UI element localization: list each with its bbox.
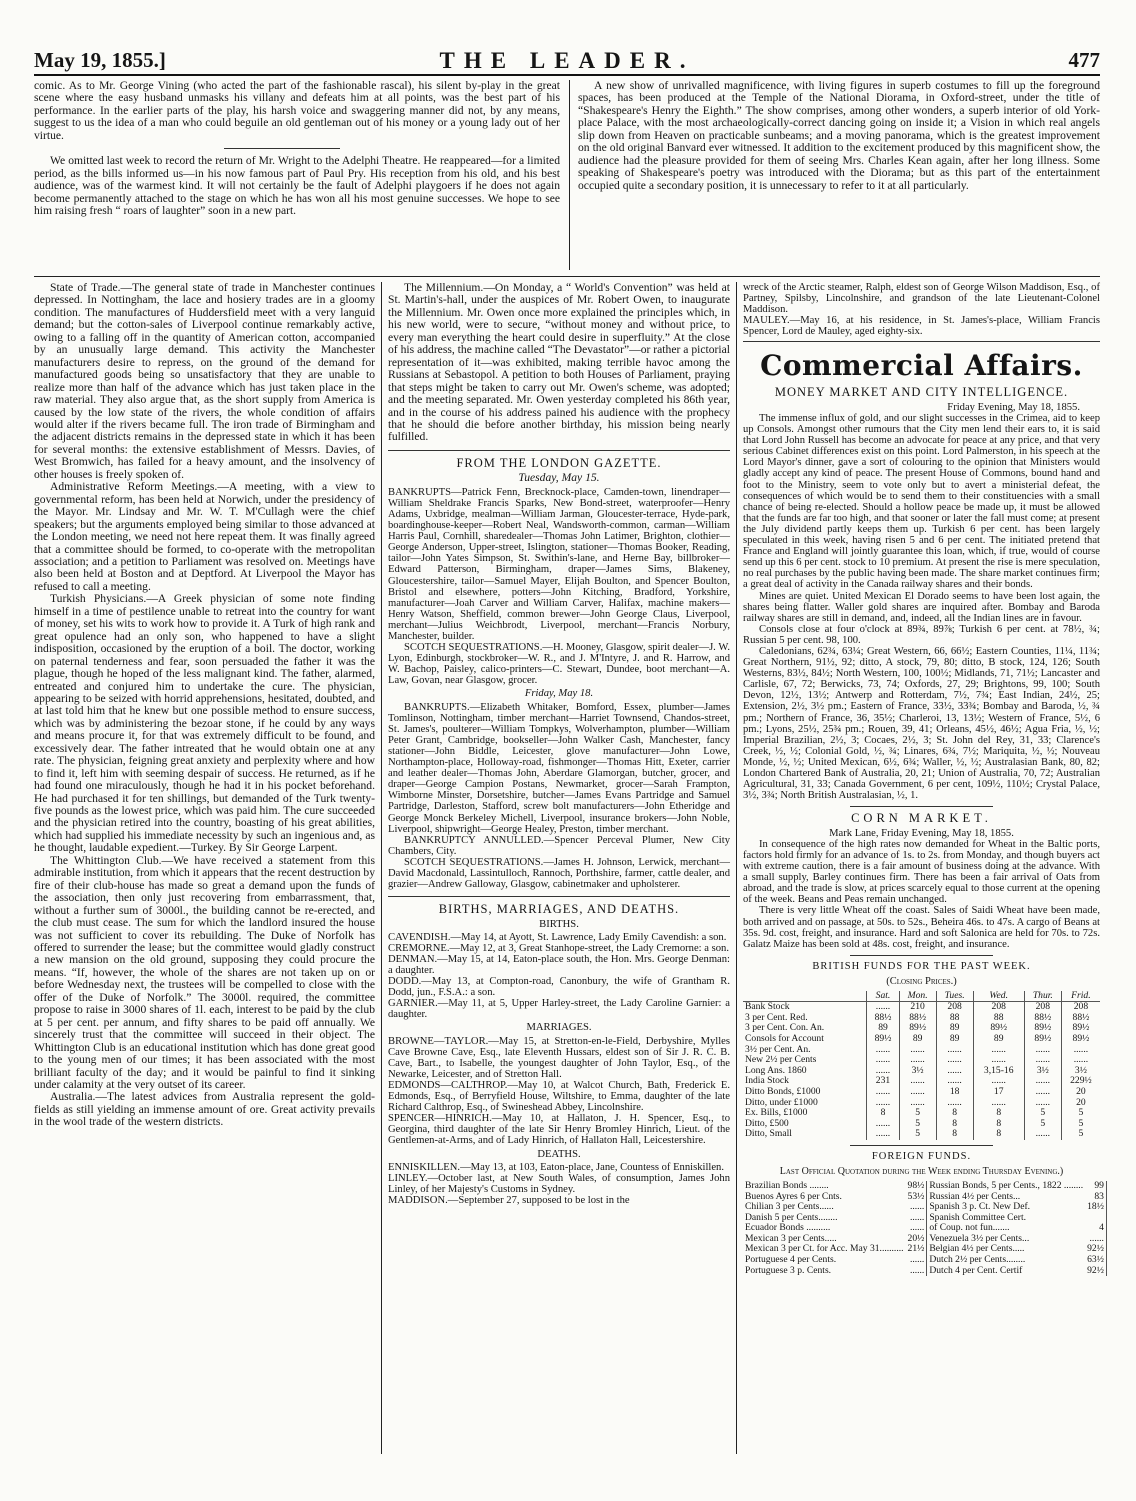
births-heading: BIRTHS. (539, 918, 579, 930)
fund-name-cell: New 2½ per Cents (745, 1054, 817, 1066)
price-cell: ...... (867, 1045, 899, 1056)
price-cell: ...... (973, 1055, 1024, 1066)
price-cell: ...... (867, 1087, 899, 1098)
price-cell: 3½ (1024, 1066, 1061, 1077)
fund-name-cell: Ditto, Small (745, 1128, 792, 1140)
deaths-heading: DEATHS. (537, 1148, 581, 1160)
price-cell: 88½ (1061, 1013, 1100, 1024)
price-cell: 89½ (867, 1034, 899, 1045)
administrative-reform-paragraph: Administrative Reform Meetings.—A meeting, with a view to governmental reform, has been held at Norwich, under the presidency of the Mayor. Mr. Lindsay and Mr. W. T. M'Cullagh were the chief speakers; but the arguments employed being similar to those advanced at the London meeting, we need not here repeat them. It was finally agreed that a committee should be formed, to co-operate with the metropolitan association; and a petition to Parliament was resolved on. Meetings have also been held at Boston and at Deptford. At Liverpool the Mayor has refused to call a meeting. (34, 480, 375, 593)
gazette-heading: FROM THE LONDON GAZETTE. (456, 455, 662, 470)
theatre-left-column (34, 80, 560, 270)
price-cell: 8 (973, 1129, 1024, 1140)
price-cell: 231 (867, 1076, 899, 1087)
masthead-title: THE LEADER. (439, 48, 695, 73)
page-header (34, 48, 1100, 76)
price-cell: ...... (867, 1098, 899, 1109)
divider (743, 341, 1100, 342)
price-cell: 89½ (1061, 1034, 1100, 1045)
fund-name-cell: Ecuador Bonds .......... (745, 1222, 831, 1234)
price-cell: ...... (936, 1066, 973, 1077)
price-cell: 21½ (906, 1244, 927, 1255)
fund-name-cell: Portuguese 3 p. Cents. (745, 1264, 832, 1276)
price-cell: 88½ (1024, 1013, 1061, 1024)
price-cell: ...... (906, 1223, 927, 1234)
column-header: Frid. (1061, 991, 1100, 1002)
birth-notice: DODD.—May 13, at Compton-road, Canonbury, the wife of Grantham R. Dodd, jun., F.S.A.: a son. (388, 976, 730, 999)
price-cell: ...... (1061, 1055, 1100, 1066)
price-cell: 89½ (1061, 1023, 1100, 1034)
birth-notice: DENMAN.—May 15, at 14, Eaton-place south, the Hon. Mrs. George Denman: a daughter. (388, 953, 730, 976)
british-funds-subheading: (Closing Prices.) (886, 976, 957, 988)
fund-name-cell: Danish 5 per Cents........ (745, 1211, 838, 1223)
state-of-trade-paragraph: State of Trade.—The general state of trade in Manchester continues depressed. In Nottingham, the lace and hosiery trades are in a gloomy condition. The manufactures of Huddersfield meet with a very languid demand; but the cotton-sales of Liverpool continue remarkably active, owing to a falling off in the quantity of American cotton, accompanied by an unusually large demand. This activity the Manchester manufacturers desire to repress, on the ground of the demand for manufactured goods being so unsatisfactory that they are unable to realize more than half of the advance which has just taken place in the raw material. They also argue that, as the short supply from America is caused by the low state of the rivers, the whole condition of affairs would alter if the rivers became full. The iron trade of Birmingham and the adjacent districts remains in the depressed state in which it has been for several months: the extensive establishment of Messrs. Davies, of West Bromwich, has failed for a heavy amount, and the insolvency of other houses is freely spoken of. (34, 281, 375, 481)
price-cell: ...... (973, 1045, 1024, 1056)
fund-name-cell: Long Ans. 1860 (745, 1064, 807, 1076)
fund-name-cell: Russian 4½ per Cents... (929, 1190, 1021, 1202)
price-cell: ...... (936, 1076, 973, 1087)
fund-name-cell: Ex. Bills, £1000 (745, 1107, 808, 1119)
marriage-notice: EDMONDS—CALTHROP.—May 10, at Walcot Church, Bath, Frederick E. Edmonds, Esq., of Berryfield House, Wiltshire, to Emma, daughter of the late Richard Calthrop, Esq., of Swineshead Abbey, Lincolnshire. (388, 1079, 730, 1114)
price-cell: 208 (1061, 1002, 1100, 1013)
column-header: Thur. (1024, 991, 1061, 1002)
death-notice-continued: wreck of the Arctic steamer, Ralph, eldest son of George Wilson Maddison, Esq., of Partney, Spilsby, Lincolnshire, and grandson of the late Lieutenant-Colonel Maddison. (743, 282, 1100, 316)
price-cell: ...... (1024, 1098, 1061, 1109)
divider (388, 896, 730, 897)
column-rule (381, 282, 382, 1454)
bankrupts-list: BANKRUPTS—Patrick Fenn, Brecknock-place, Camden-town, linendraper—William Sheldrake Francis Sparks, New Bond-street, waterproofer—Henry Adams, Uxbridge, mealman—William Jarman, Gloucester-terrace, Hyde-park, boardinghouse-keeper—Robert Neal, Wandsworth-common, carman—William Harris Paul, Cornhill, sharedealer—Thomas John Latimer, Brighton, clothier—George Anderson, Upper-street, Islington, stationer—Thomas Booker, Reading, tailor—John Yates Simpson, St. Swithin's-lane, and Herne Bay, billbroker—Edward Patterson, Birmingham, draper—James Sims, Blakeney, Gloucestershire, tailor—Samuel Mayer, Elijah Boulton, and Spencer Boulton, Bristol and elsewhere, potters—John Kitching, Bradford, Yorkshire, manufacturer—Joah Carver and William Carver, Halifax, machine makers—Henry Watson, Sheffield, common brewer—John George Claus, Liverpool, merchant—Julius Weichbrodt, Liverpool, merchant—Francis Norbury, Manchester, builder. (388, 486, 730, 643)
fund-name-cell: of Coup. not fun....... (929, 1222, 1010, 1234)
table-row (743, 1108, 1100, 1119)
diorama-paragraph: A new show of unrivalled magnificence, with living figures in superb costumes to fill up the foreground spaces, has been produced at the Temple of the National Diorama, in Oxford-street, under the title of “Shakespeare's Henry the Eighth.” The show comprises, among other wonders, a superb interior of old York-place Palace, with the most archaeologically-correct dancing going on inside it; a Vision in which real angels slip down from Heaven on practicable sunbeams; and a moving panorama, which is the greatest improvement on the old original Banvard ever witnessed. It addition to the excitement produced by this magnificent show, the audience had the pleasure provided for them of seeing Mrs. Charles Kean again, after her long illness. Some speaking of Shakespeare's poetry was introduced with the Diorama; but as this part of the entertainment occupied quite a secondary position, it is unnecessary to refer to it at all particularly. (578, 79, 1100, 192)
money-market-date: Friday Evening, May 18, 1855. (947, 401, 1080, 413)
fund-name-cell: Bank Stock (745, 1001, 790, 1013)
price-cell: ...... (906, 1202, 927, 1213)
price-cell: 89½ (1024, 1034, 1061, 1045)
theatre-paragraph: We omitted last week to record the return of Mr. Wright to the Adelphi Theatre. He reappeared—for a limited period, as the bills informed us—in his now famous part of Paul Pry. His reception from his old, and his best audience, was of the warmest kind. It will not certainly be the fault of Adelphi playgoers if he does not again become permanently attached to the stage on which he has won all his most genuine successes. We hope to see him raising fresh “ roars of laughter” soon in a new part. (34, 154, 560, 218)
price-cell: 5 (899, 1108, 936, 1119)
price-cell: 3½ (1061, 1066, 1100, 1077)
australia-paragraph: Australia.—The latest advices from Australia represent the gold-fields as still yielding an immense amount of ore. Great activity prevails in the wool trade of the western districts. (34, 1090, 375, 1129)
price-cell: 92½ (1085, 1266, 1106, 1277)
price-cell: ...... (899, 1076, 936, 1087)
scotch-sequestrations: SCOTCH SEQUESTRATIONS.—H. Mooney, Glasgow, spirit dealer—J. W. Lyon, Edinburgh, stockbroker—W. R., and J. M'Intyre, J. and R. Harrow, and W. Bachop, Paisley, calico-printers—C. Stewart, Dundee, boot merchant—A. Law, Govan, near Glasgow, grocer. (388, 642, 730, 687)
price-cell: 88 (936, 1013, 973, 1024)
corn-market-heading: CORN MARKET. (851, 811, 992, 826)
price-cell: 8 (867, 1108, 899, 1119)
column-header: Mon. (899, 991, 936, 1002)
death-notice: LINLEY.—October last, at New South Wales, of consumption, James John Linley, of her Majesty's Customs in Sydney. (388, 1172, 730, 1195)
price-cell: 89½ (1024, 1023, 1061, 1034)
news-column-3 (743, 282, 1104, 1454)
column-header (743, 991, 867, 1002)
price-cell: ...... (973, 1098, 1024, 1109)
foreign-funds-subheading: Last Official Quotation during the Week ending Thursday Evening.) (779, 1166, 1064, 1178)
bankruptcy-annulled: BANKRUPTCY ANNULLED.—Spencer Perceval Plumer, New City Chambers, City. (388, 834, 730, 857)
fund-name-cell: Consols for Account (745, 1033, 824, 1045)
price-cell: 89 (936, 1023, 973, 1034)
price-cell: 63½ (1085, 1255, 1106, 1266)
issue-date: May 19, 1855.] (34, 48, 166, 72)
fund-name-cell: Spanish 3 p. Ct. New Def. (929, 1201, 1031, 1213)
price-cell: ...... (936, 1098, 973, 1109)
table-row (743, 1181, 1106, 1192)
foreign-funds-heading: FOREIGN FUNDS. (871, 1151, 972, 1162)
price-cell: 5 (899, 1129, 936, 1140)
gazette-date-tuesday: Tuesday, May 15. (518, 471, 600, 485)
price-cell: ...... (1024, 1045, 1061, 1056)
price-cell: 208 (1024, 1002, 1061, 1013)
fund-name-cell: Chilian 3 per Cents...... (745, 1201, 834, 1213)
column-header: Tues. (936, 991, 973, 1002)
bmd-heading: BIRTHS, MARRIAGES, AND DEATHS. (438, 902, 680, 917)
column-rule (736, 282, 737, 1454)
news-column-1 (34, 282, 375, 1454)
table-row (743, 1266, 1106, 1277)
money-market-paragraph: The immense influx of gold, and our slight successes in the Crimea, aid to keep up Consols. Amongst other rumours that the City men lend their ears to, it is said that Lord John Russell has become an advocate for peace at any price, and that very serious Cabinet differences exist on this point. Lord Palmerston, in his speech at the Lord Mayor's dinner, gave a sort of colouring to the opinion that Ministers would gladly accept any kind of peace. The present House of Commons, bound hand and foot to the Ministry, seem to vote only but to avert a ministerial defeat, the consequences of which would be to send them to their constituencies with a small chance of being re-elected. Should a hollow peace be made up, it must be allowed that the funds are far too high, and that sooner or later the fall must come; at present the July dividend partly keeps them up. Turkish 6 per cent. has been largely speculated in this week, having risen 5 and 6 per cent. The initiated pretend that France and England will jointly guarantee this loan, which, if true, would of course send up this 6 per cent. stock to 10 premium. At present the rise is mere speculation, no real purchases by the public having been made. The share market continues firm; a great deal of activity in the Canada railway shares and their bonds. (743, 413, 1100, 591)
price-cell: 17 (973, 1087, 1024, 1098)
price-cell: 20½ (906, 1234, 927, 1245)
fund-name-cell: Ditto, £500 (745, 1117, 789, 1129)
price-cell: 89 (899, 1034, 936, 1045)
price-cell: 8 (936, 1119, 973, 1130)
fund-name-cell: Mexican 3 per Cents..... (745, 1232, 837, 1244)
price-cell: 3½ (899, 1066, 936, 1077)
fund-name-cell: Dutch 4 per Cent. Certif (929, 1264, 1023, 1276)
column-header: Sat. (867, 991, 899, 1002)
price-cell: ...... (973, 1076, 1024, 1087)
price-cell: ...... (1061, 1045, 1100, 1056)
millennium-paragraph: The Millennium.—On Monday, a “ World's Convention” was held at St. Martin's-hall, under the auspices of Mr. Robert Owen, to inaugurate the Millennium. Mr. Owen once more explained the principles which, in his new world, were to secure, “without money and without price, to every man everything the heart could desire in superfluity.” At the close of his address, the machine called “The Devastator”—or rather a pictorial representation of it—was exhibited, making terrible havoc among the Russians at Sebastopol. A petition to both Houses of Parliament, praying that steps might be taken to carry out Mr. Owen's scheme, was adopted; and the meeting separated. Mr. Owen yesterday completed his 86th year, and in the course of his address pained his audience with the prophecy that he should die before another birthday, his mission being nearly fulfilled. (388, 281, 730, 444)
column-rule (569, 80, 570, 270)
price-cell: 88 (973, 1013, 1024, 1024)
commercial-affairs-heading: Commercial Affairs. (760, 349, 1083, 383)
price-cell: 89½ (973, 1023, 1024, 1034)
price-cell: 88½ (867, 1013, 899, 1024)
section-rule (34, 276, 1100, 277)
price-cell: ...... (899, 1055, 936, 1066)
price-cell: 98½ (906, 1181, 927, 1192)
price-cell: 8 (936, 1108, 973, 1119)
price-cell: 89½ (899, 1023, 936, 1034)
theatre-right-column (578, 80, 1100, 270)
price-cell: ...... (867, 1002, 899, 1013)
fund-name-cell: Venezuela 3½ per Cents... (929, 1232, 1030, 1244)
price-cell: ...... (936, 1045, 973, 1056)
divider (224, 148, 340, 149)
foreign-funds-table (743, 1181, 1107, 1276)
british-funds-heading: BRITISH FUNDS FOR THE PAST WEEK. (812, 960, 1031, 972)
fund-name-cell: Portuguese 4 per Cents. (745, 1254, 837, 1266)
price-cell: 229½ (1061, 1076, 1100, 1087)
fund-name-cell: Mexican 3 per Ct. for Acc. May 31.......... (745, 1243, 904, 1255)
birth-notice: CAVENDISH.—May 14, at Ayott, St. Lawrence, Lady Emily Cavendish: a son. (388, 931, 727, 943)
price-cell: 99 (1085, 1181, 1106, 1192)
fund-name-cell: 3 per Cent. Red. (745, 1011, 808, 1023)
price-cell: 20 (1061, 1087, 1100, 1098)
divider (388, 450, 730, 451)
price-cell: ...... (899, 1045, 936, 1056)
price-cell: 89 (936, 1034, 973, 1045)
fund-name-cell: Dutch 2½ per Cents........ (929, 1254, 1026, 1266)
price-cell: 18½ (1085, 1202, 1106, 1213)
price-cell: 8 (936, 1129, 973, 1140)
price-cell: 18 (936, 1087, 973, 1098)
money-market-heading: MONEY MARKET AND CITY INTELLIGENCE. (774, 385, 1069, 400)
money-market-paragraph: Mines are quiet. United Mexican El Dorado seems to have been lost again, the shares being flatter. Waller gold shares are inquired after. Bombay and Baroda railway shares are still in demand, and, indeed, all the Indian lines are in favour. (743, 590, 1100, 624)
price-cell: 89 (973, 1034, 1024, 1045)
turkish-physicians-paragraph: Turkish Physicians.—A Greek physician of some note finding himself in a time of pestilence unable to retreat into the country for want of money, set his wits to work how to provide it. A Turk of high rank and great opulence had an only son, who happened to have a slight indisposition, occasioned by the eruption of a boil. The doctor, working on paternal tenderness and fear, soon persuaded the father it was the plague, though he hoped of the less malignant kind. The father, alarmed, entreated and conjured him to undertake the cure. The physician, appearing to be seized with horrid apprehensions, hesitated, doubted, and at last told him that he knew but one possible method to ensure success, which was by administering the bezoar stone, if he could by any ways and means procure it, for that was extremely difficult to be found, and excessively dear. The father intreated that he would obtain one at any rate. The physician, feigning great anxiety and perplexity where and how to find it, left him with seeming despair of success. He returned, as if he had found one miraculously, though he had it in his pocket beforehand. He had purchased it for ten shillings, but demanded of the Turk twenty-five pounds as the lowest price, which was paid him. The cure succeeded and the physician retired into the country, boasting of his great abilities, which had supplied his immediate necessity by such an ingenious and, as he thought, laudable expedient.—Turkey. By Sir George Larpent. (34, 592, 375, 855)
price-cell: ...... (867, 1055, 899, 1066)
page-number: 477 (1068, 48, 1100, 72)
price-cell: 208 (936, 1002, 973, 1013)
death-notice: ENNISKILLEN.—May 13, at 103, Eaton-place, Jane, Countess of Enniskillen. (388, 1161, 724, 1173)
price-cell: ...... (867, 1066, 899, 1077)
price-cell: 89 (867, 1023, 899, 1034)
table-row (743, 1129, 1100, 1140)
price-cell: ...... (906, 1266, 927, 1277)
fund-name-cell: Belgian 4½ per Cents..... (929, 1243, 1025, 1255)
price-cell: ...... (867, 1129, 899, 1140)
news-column-2 (388, 282, 730, 1454)
price-cell: 5 (1024, 1119, 1061, 1130)
price-cell: ...... (899, 1098, 936, 1109)
price-cell: 5 (1061, 1119, 1100, 1130)
divider (850, 1145, 993, 1146)
bankrupts-list: BANKRUPTS.—Elizabeth Whitaker, Bomford, Essex, plumber—James Tomlinson, Nottingham, timber merchant—Harriet Townsend, Chandos-street, St. James's, poulterer—William Tompkys, Wolverhampton, plumber—William Peter Grant, Cambridge, bookseller—John Walker Cash, Manchester, fancy stationer—John Biddle, Leicester, glove manufacturer—John Lowe, Northampton-place, Holloway-road, fishmonger—Thomas Hitt, Exeter, carrier and leather dealer—Thomas John, Aberdare Glamorgan, butcher, grocer, and draper—George Campion Postans, Newmarket, grocer—Sarah Frampton, Wimborne Minster, Dorsetshire, butcher—James Evans Partridge and Samuel Partridge, Darleston, Stafford, screw bolt manufacturers—John Etheridge and George Monck Berkeley Michell, Liverpool, insurance brokers—John Noble, Liverpool, shipwright—George Healey, Preston, timber merchant. (388, 701, 730, 835)
price-cell: ...... (1024, 1076, 1061, 1087)
scotch-sequestrations: SCOTCH SEQUESTRATIONS.—James H. Johnson, Lerwick, merchant—David Macdonald, Lassintulloch, Rannoch, Porthshire, farmer, cattle dealer, and grazier—Andrew Galloway, Glasgow, cabinetmaker and upholsterer. (388, 856, 730, 891)
price-cell: ...... (1085, 1234, 1106, 1245)
divider (850, 806, 993, 807)
price-cell: ...... (1024, 1129, 1061, 1140)
fund-name-cell: 3½ per Cent. An. (745, 1043, 811, 1055)
fund-name-cell: Russian Bonds, 5 per Cents., 1822 ........ (929, 1179, 1084, 1191)
price-cell: ...... (906, 1213, 927, 1224)
price-cell: 5 (1061, 1129, 1100, 1140)
price-cell: 92½ (1085, 1244, 1106, 1255)
price-cell: 5 (1061, 1108, 1100, 1119)
money-market-paragraph: Consols close at four o'clock at 89¾, 89⅞; Turkish 6 per cent. at 78½, ¾; Russian 5 per cent. 98, 100. (743, 623, 1100, 646)
birth-notice: GARNIER.—May 11, at 5, Upper Harley-street, the Lady Caroline Garnier: a daughter. (388, 998, 730, 1021)
price-cell: 210 (899, 1002, 936, 1013)
price-cell: 8 (973, 1108, 1024, 1119)
price-cell: 5 (899, 1119, 936, 1130)
fund-name-cell: 3 per Cent. Con. An. (745, 1022, 825, 1034)
birth-notice: CREMORNE.—May 12, at 3, Great Stanhope-street, the Lady Cremorne: a son. (388, 942, 729, 954)
death-notice: MAULEY.—May 16, at his residence, in St. James's-place, William Francis Spencer, Lord de Mauley, aged eighty-six. (743, 315, 1100, 338)
death-notice: MADDISON.—September 27, supposed to be lost in the (388, 1194, 630, 1206)
theatre-paragraph: comic. As to Mr. George Vining (who acted the part of the fashionable rascal), his silent by-play in the great scene where the easy husband unmasks his villany and defeats him at all points, was the best part of his performance. In the earlier parts of the play, his harsh voice and swaggering manner did not, by any means, suggest to us the idea of a man who could beguile an old gentleman out of his money or a young lady out of her virtue. (34, 79, 560, 142)
whittington-club-paragraph: The Whittington Club.—We have received a statement from this admirable institution, from which it appears that the recent destruction by fire of their club-house has made so great a demand upon the funds of the association, then only just recovering from embarrassment, that, without a further sum of 3000l., the building cannot be re-erected, and the club must cease. The sum for which the landlord insured the house was not sufficient to cover its rebuilding. The Duke of Norfolk has offered to surrender the lease; but the committee would gladly construct a new mansion on the old ground, supposing they could procure the means. “If, however, the whole of the shares are not taken up on or before Wednesday next, the trustees will be compelled to close with the offer of the Duke of Norfolk.” The 3000l. required, the committee propose to raise in 3000 shares of 1l. each, interest to be paid by the club at 5 per cent. per annum, and fifty shares to be paid off annually. We sincerely trust that the committee will succeed in their object. The Whittington Club is an educational institution which has done great good to the young men of our times; it has been associated with the most brilliant faculty of the day; and it would be painful to find it sinking under calamity at the very outset of its career. (34, 853, 375, 1091)
marriages-heading: MARRIAGES. (526, 1022, 592, 1034)
price-cell: 5 (1024, 1108, 1061, 1119)
divider (850, 955, 993, 956)
price-cell: 20 (1061, 1098, 1100, 1109)
fund-name-cell: Ditto, under £1000 (745, 1096, 818, 1108)
price-cell: ...... (936, 1055, 973, 1066)
price-cell: ...... (867, 1119, 899, 1130)
price-cell: 83 (1085, 1192, 1106, 1203)
corn-market-paragraph: There is very little Wheat off the coast. Sales of Saidi Wheat have been made, both arrived and on passage, at 50s. to 52s., Beheira 46s. to 47s. A cargo of Beans at 35s. 9d. cost, freight, and insurance. Hard and soft Salonica are held for 70s. to 72s. Galatz Maize has been sold at 48s. cost, freight, and insurance. (743, 905, 1100, 950)
table-header-row (743, 991, 1100, 1002)
fund-name-cell: Brazilian Bonds ........ (745, 1179, 829, 1191)
price-cell: 88½ (899, 1013, 936, 1024)
corn-market-date: Mark Lane, Friday Evening, May 18, 1855. (829, 827, 1014, 839)
price-cell: ...... (906, 1255, 927, 1266)
price-cell: 208 (973, 1002, 1024, 1013)
price-cell: 53½ (906, 1192, 927, 1203)
share-prices-paragraph: Caledonians, 62¾, 63¼; Great Western, 66, 66½; Eastern Counties, 11¼, 11¾; Great Northern, 91½, 92; ditto, A stock, 79, 80; ditto, B stock, 124, 126; South Westerns, 83½, 84½; North Western, 100, 100½; Midlands, 71, 71½; Lancaster and Carlisle, 67, 72; Berwicks, 73, 74; Oxfords, 27, 29; Brightons, 99, 100; South Devon, 12½, 13½; Antwerp and Rotterdam, 7½, 7¾; East Indian, 24½, 25; Extension, 2½, 3½ pm.; Eastern of France, 33½, 33¾; Bombay and Baroda, ½, ¾ pm.; Northern of France, 36, 35½; Charleroi, 13, 13½; Western of France, 5½, 6 pm.; Lyons, 25½, 25¾ pm.; Rouen, 39, 41; Orleans, 45½, 46½; Agua Fria, ½, ½; Imperial Brazilian, 2½, 3; Cocaes, 2½, 3; St. John del Rey, 31, 33; Clarence's Creek, ½, ½; Colonial Gold, ½, ¾; Linares, 6¾, 7½; Mariquita, ½, ½; Nouveau Monde, ½, ½; United Mexican, 6½, 6¾; Waller, ½, ½; Australasian Bank, 80, 82; London Chartered Bank of Australia, 20, 21; Union of Australia, 70, 72; Australian Agricultural, 31, 33; Canada Government, 6 per cent, 109½, 110½; Crystal Palace, 3½, 3¾; North British Australasian, ½, 1. (743, 645, 1100, 802)
fund-name-cell: Spanish Committee Cert. (929, 1211, 1027, 1223)
corn-market-paragraph: In consequence of the high rates now demanded for Wheat in the Baltic ports, factors hold firmly for an advance of 1s. to 2s. from Monday, and though buyers act with extreme caution, there is a fair amount of business doing at the advance. With a small supply, Barley continues firm. There has been a fair arrival of Oats from abroad, and the trade is slow, at prices scarcely equal to those current at the opening of the week. Beans and Peas remain unchanged. (743, 838, 1100, 906)
british-funds-table (743, 991, 1100, 1140)
price-cell: 8 (973, 1119, 1024, 1130)
price-cell: ...... (899, 1087, 936, 1098)
marriage-notice: SPENCER—HINRICH.—May 10, at Hallaton, J. H. Spencer, Esq., to Georgina, third daughter of the late Sir Henry Bromley Hinrich, Lieut. of the Gentlemen-at-Arms, and of Lady Hinrich, of Hallaton Hall, Leicestershire. (388, 1113, 730, 1147)
fund-name-cell: India Stock (745, 1075, 789, 1087)
gazette-date-friday: Friday, May 18. (524, 688, 594, 700)
price-cell: 3,15-16 (973, 1066, 1024, 1077)
price-cell: ...... (1024, 1087, 1061, 1098)
column-header: Wed. (973, 991, 1024, 1002)
marriage-notice: BROWNE—TAYLOR.—May 15, at Stretton-en-le-Field, Derbyshire, Mylles Cave Browne Cave, Esq., late Eleventh Hussars, eldest son of Sir J. R. C. B. Cave, Bart., to Isabelle, the youngest daughter of John Taylor, Esq., of the Newarke, Leicester, and of Stretton Hall. (388, 1035, 730, 1080)
price-cell: ...... (1024, 1055, 1061, 1066)
price-cell: 4 (1085, 1223, 1106, 1234)
fund-name-cell: Buenos Ayres 6 per Cnts. (745, 1190, 842, 1202)
fund-name-cell: Ditto Bonds, £1000 (745, 1086, 821, 1098)
